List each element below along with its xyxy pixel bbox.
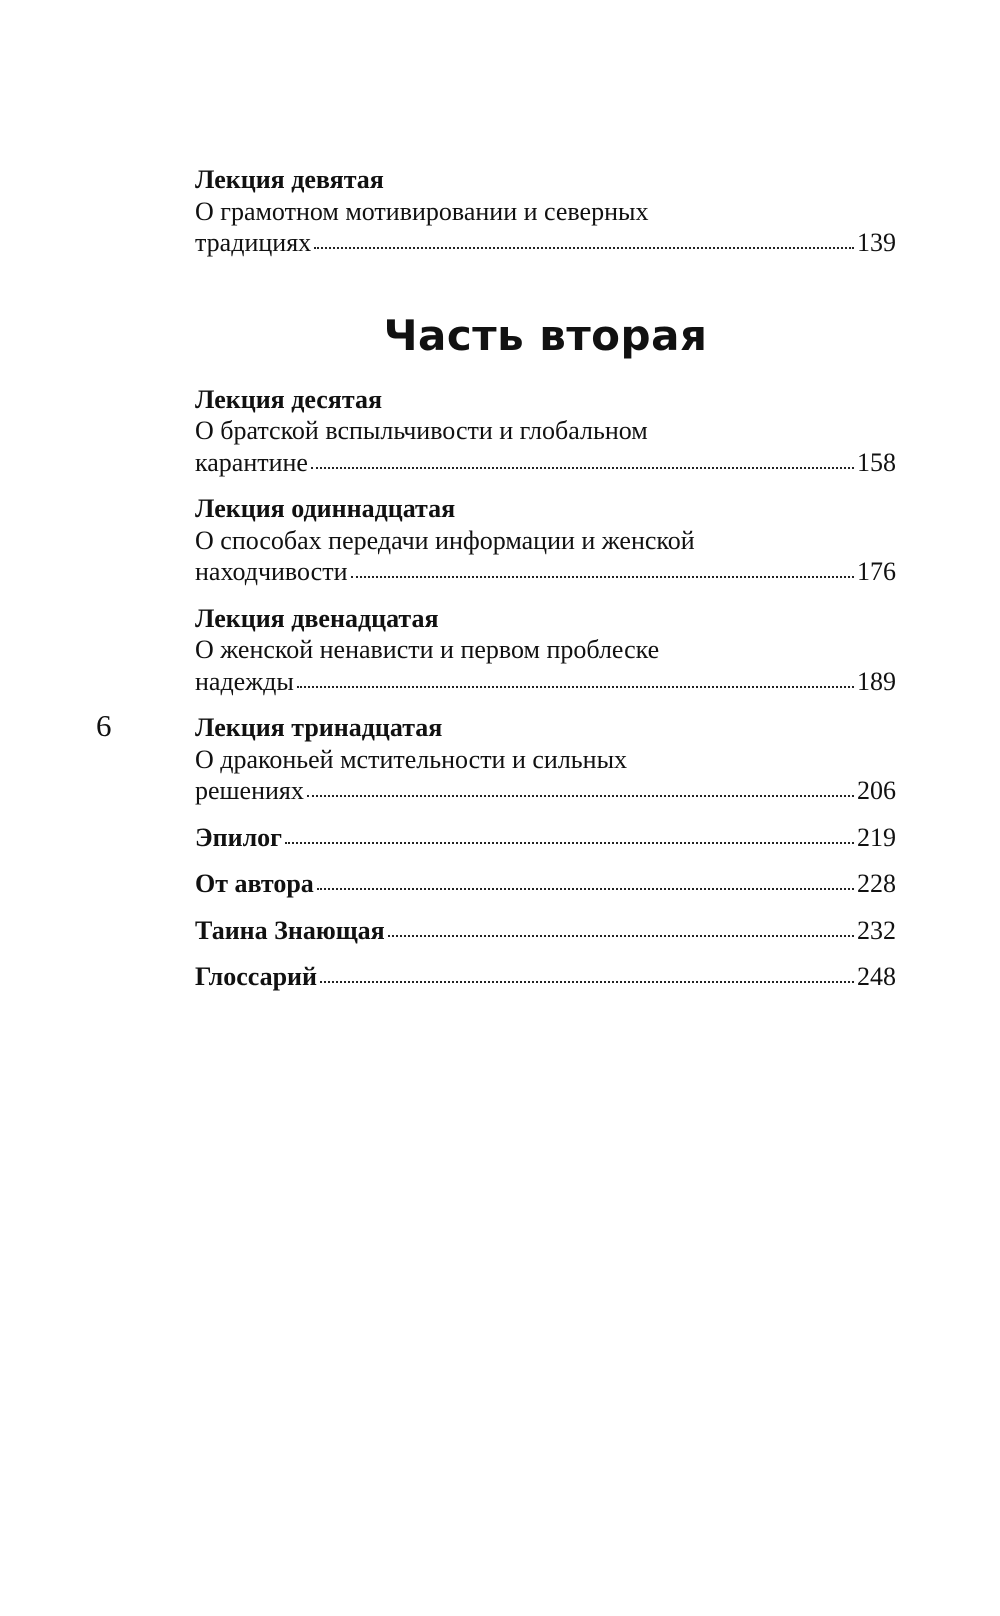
toc-entry-leader-line (195, 822, 896, 854)
toc-entry-description: О женской ненависти и первом проблеске (195, 635, 660, 664)
toc-entry-lecture-11[interactable] (195, 493, 896, 588)
toc-entry-leader-line (195, 666, 896, 698)
dot-leader (307, 775, 854, 799)
toc-entry-page: 176 (857, 557, 896, 586)
toc-entry-title: Лекция тринадцатая (195, 713, 443, 742)
toc-entry-title: От автора (195, 869, 314, 898)
toc-entry-title: Таина Знающая (195, 915, 385, 945)
toc-entry-page: 189 (857, 666, 896, 696)
toc-entry-title: Глоссарий (195, 962, 318, 991)
table-of-contents (195, 164, 896, 993)
toc-entry-title: Лекция десятая (195, 384, 383, 414)
toc-entry-lecture-9[interactable] (195, 164, 896, 259)
toc-entry-page: 158 (857, 447, 896, 477)
toc-entry-page: 206 (857, 776, 896, 805)
toc-entry-leader-line (195, 775, 896, 807)
toc-entry-page: 139 (857, 228, 896, 257)
toc-entry-description-end: находчивости (195, 557, 348, 586)
toc-entry-description-end: решениях (195, 776, 304, 805)
toc-entry-glossary[interactable] (195, 961, 896, 993)
part-two-heading: Часть вторая (383, 310, 708, 360)
toc-entry-page: 219 (857, 822, 896, 852)
dot-leader (351, 556, 855, 580)
toc-entry-taina[interactable] (195, 915, 896, 947)
dot-leader (320, 961, 854, 985)
toc-entry-leader-line (195, 447, 896, 479)
page-number: 6 (96, 708, 112, 743)
dot-leader (314, 227, 854, 251)
toc-entry-from-author[interactable] (195, 868, 896, 900)
toc-entry-description: О драконьей мстительности и сильных (195, 744, 628, 774)
toc-entry-page: 248 (857, 962, 896, 991)
dot-leader (317, 868, 854, 892)
toc-entry-description: О грамотном мотивировании и северных (195, 196, 649, 226)
toc-entry-leader-line (195, 556, 896, 588)
dot-leader (297, 666, 854, 690)
toc-entry-title: Лекция девятая (195, 165, 384, 194)
toc-entry-title: Эпилог (195, 822, 282, 852)
toc-entry-title: Лекция одиннадцатая (195, 494, 456, 523)
toc-entry-epilogue[interactable] (195, 822, 896, 854)
toc-entry-page: 232 (857, 915, 896, 945)
dot-leader (285, 822, 854, 846)
dot-leader (388, 915, 854, 939)
toc-entry-description-end: карантине (195, 447, 308, 477)
toc-entry-page: 228 (857, 869, 896, 898)
toc-entry-title: Лекция двенадцатая (195, 603, 439, 633)
toc-entry-leader-line (195, 961, 896, 993)
toc-entry-leader-line (195, 227, 896, 259)
toc-entry-description-end: традициях (195, 228, 312, 257)
toc-entry-description-end: надежды (195, 666, 294, 696)
toc-entry-lecture-13[interactable] (195, 712, 896, 807)
toc-entry-description: О братской вспыльчивости и глобальном (195, 416, 648, 445)
toc-entry-leader-line (195, 915, 896, 947)
toc-entry-lecture-12[interactable] (195, 603, 896, 698)
toc-entry-leader-line (195, 868, 896, 900)
toc-entry-description: О способах передачи информации и женской (195, 525, 695, 555)
toc-entry-lecture-10[interactable] (195, 384, 896, 479)
dot-leader (311, 447, 854, 471)
